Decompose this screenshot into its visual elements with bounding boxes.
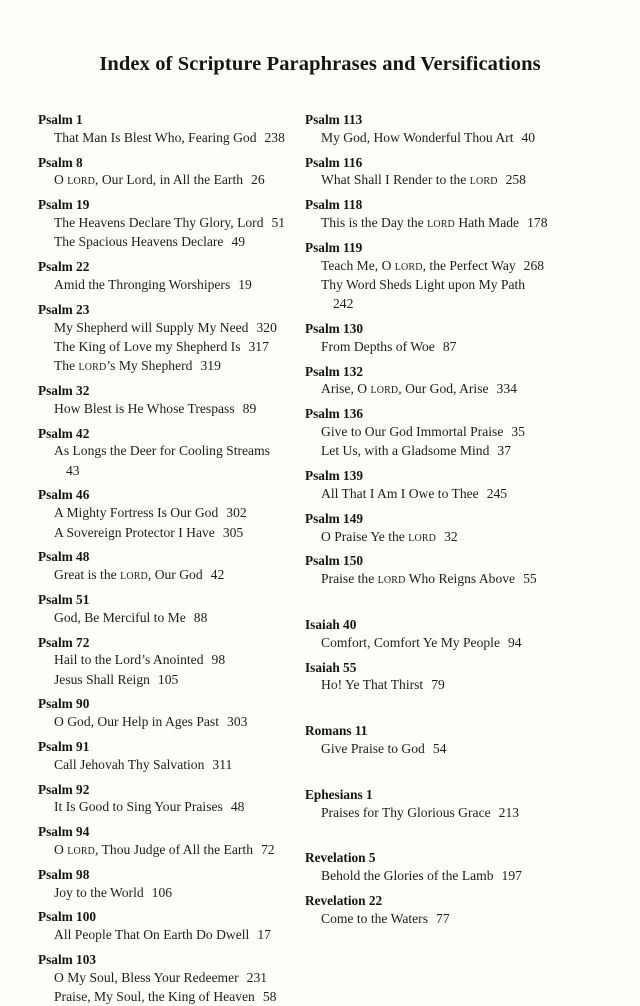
index-entry-page-number: 311: [212, 756, 233, 772]
index-group-heading: Psalm 149: [305, 510, 363, 526]
index-entry-page-number: 178: [527, 215, 548, 231]
index-entry[interactable]: [38, 128, 305, 147]
index-entry-title: Praise, My Soul, the King of Heaven: [54, 989, 255, 1005]
index-entry-title: O My Soul, Bless Your Redeemer: [54, 969, 239, 985]
page-title: Index of Scripture Paraphrases and Versifications: [99, 53, 541, 75]
index-group: [38, 147, 305, 190]
index-entry-page-number: 317: [248, 338, 269, 354]
index-group-heading: Psalm 22: [38, 259, 90, 275]
index-entry-page-number: 94: [508, 634, 522, 650]
index-entry-title: Give to Our God Immortal Praise: [321, 424, 504, 440]
index-group: [38, 902, 305, 945]
index-group: [38, 627, 305, 689]
index-group: [305, 105, 572, 148]
index-entry-page-number: 242: [333, 296, 354, 312]
index-entry[interactable]: [38, 170, 305, 189]
index-group: [305, 399, 572, 461]
index-entry-page-number: 26: [251, 172, 265, 188]
index-group: [38, 542, 305, 585]
index-group: [38, 774, 305, 817]
divine-name-smallcaps: lord: [370, 381, 399, 397]
index-entry-page-number: 238: [264, 129, 285, 145]
index-entry-title: That Man Is Blest Who, Fearing God: [54, 129, 257, 145]
index-entry-page-number: 98: [211, 652, 226, 668]
index-entry-page-number: 320: [256, 319, 277, 335]
index-entry[interactable]: [305, 675, 572, 694]
index-entry[interactable]: [305, 569, 572, 588]
index-group: [305, 461, 572, 504]
index-group-heading: Psalm 42: [38, 425, 90, 441]
index-entry[interactable]: [38, 318, 305, 337]
index-group: [305, 609, 572, 652]
index-entry-page-number: 55: [523, 571, 537, 587]
index-entry-title: The King of Love my Shepherd Is: [54, 338, 241, 354]
index-entry[interactable]: [38, 565, 305, 584]
divine-name-smallcaps: lord: [120, 567, 148, 583]
index-group-heading: Psalm 113: [305, 112, 363, 128]
index-group-heading: Revelation 22: [305, 892, 383, 908]
index-entry-title: God, Be Merciful to Me: [54, 609, 186, 625]
index-entry[interactable]: [38, 399, 305, 418]
index-entry[interactable]: [38, 608, 305, 627]
index-entry-page-number: 89: [242, 400, 257, 416]
index-entry-title: Come to the Waters: [321, 910, 429, 926]
index-entry[interactable]: [38, 797, 305, 816]
index-entry-title: A Sovereign Protector I Have: [54, 524, 215, 540]
index-entry[interactable]: [305, 213, 572, 232]
index-group-heading: Isaiah 40: [305, 616, 357, 632]
index-entry-page-number: 302: [226, 505, 247, 521]
index-entry[interactable]: [38, 356, 305, 375]
index-entry[interactable]: [305, 379, 572, 398]
index-entry[interactable]: [305, 275, 572, 314]
index-entry-title: Praises for Thy Glorious Grace: [321, 804, 491, 820]
index-entry-page-number: 319: [200, 358, 221, 374]
index-entry[interactable]: [38, 232, 305, 251]
index-group-heading: Psalm 92: [38, 781, 90, 797]
index-entry-title: Comfort, Comfort Ye My People: [321, 634, 500, 650]
index-entry-title: My Shepherd will Supply My Need: [54, 319, 249, 335]
index-group-heading: Psalm 136: [305, 406, 363, 422]
index-group-heading: Psalm 91: [38, 739, 90, 754]
index-entry-page-number: 49: [231, 234, 246, 250]
index-group: [305, 885, 572, 928]
index-group: [38, 732, 305, 775]
index-group: [38, 418, 305, 480]
index-group: [305, 843, 572, 886]
index-group-heading: Psalm 46: [38, 487, 90, 503]
index-group: [305, 546, 572, 589]
index-group: [305, 779, 572, 822]
divine-name-smallcaps: lord: [408, 528, 437, 544]
index-entry[interactable]: [38, 840, 305, 859]
index-entry-page-number: 303: [227, 714, 248, 730]
index-entry-title: Hail to the Lord’s Anointed: [54, 652, 204, 668]
index-group-heading: Psalm 48: [38, 549, 90, 565]
index-entry[interactable]: [305, 128, 572, 147]
index-entry[interactable]: [38, 987, 305, 1006]
index-entry-title: What Shall I Render to the lord: [321, 172, 498, 188]
index-group: [38, 105, 305, 148]
index-entry-page-number: 58: [262, 989, 277, 1005]
index-entry[interactable]: [305, 337, 572, 356]
index-group: [38, 689, 305, 732]
index-entry-page-number: 35: [511, 424, 525, 440]
index-group-heading: Psalm 8: [38, 154, 83, 170]
index-entry-title: The Spacious Heavens Declare: [54, 234, 224, 250]
index-group: [305, 503, 572, 546]
index-group: [38, 944, 305, 1006]
index-entry-page-number: 87: [442, 338, 457, 354]
index-entry-title: Ho! Ye That Thirst: [321, 677, 424, 693]
index-entry[interactable]: [38, 650, 305, 669]
index-entry-title: O lord, Our Lord, in All the Earth: [54, 172, 244, 188]
index-group: [305, 652, 572, 695]
divine-name-smallcaps: lord: [67, 841, 96, 857]
index-group-heading: Isaiah 55: [305, 659, 357, 675]
index-entry[interactable]: [38, 968, 305, 987]
index-entry-title: Joy to the World: [54, 884, 144, 900]
index-group-heading: Psalm 90: [38, 696, 90, 712]
index-group: [38, 375, 305, 418]
index-entry-page-number: 213: [498, 804, 520, 820]
index-entry[interactable]: [305, 866, 572, 885]
index-columns: [0, 77, 640, 1006]
index-entry[interactable]: [38, 712, 305, 731]
index-entry-page-number: 17: [257, 927, 271, 943]
index-entry-page-number: 105: [157, 671, 179, 687]
divine-name-smallcaps: lord: [78, 358, 107, 374]
index-group-heading: Psalm 132: [305, 363, 363, 379]
index-entry[interactable]: [38, 755, 305, 774]
index-entry-title: O lord, Thou Judge of All the Earth: [54, 841, 253, 857]
index-entry-title: Arise, O lord, Our God, Arise: [321, 381, 489, 397]
index-entry-title: Amid the Thronging Worshipers: [54, 276, 231, 292]
index-group-heading: Psalm 94: [38, 824, 90, 840]
index-entry-title: The lord’s My Shepherd: [54, 358, 193, 374]
index-group-heading: Psalm 51: [38, 591, 90, 607]
index-group-heading: Psalm 23: [38, 301, 90, 317]
index-entry-title: Thy Word Sheds Light upon My Path: [321, 276, 526, 292]
index-entry-title: Give Praise to God: [321, 740, 425, 756]
index-group: [38, 480, 305, 542]
index-entry-page-number: 334: [496, 381, 517, 397]
index-entry-title: All That I Am I Owe to Thee: [321, 485, 479, 501]
divine-name-smallcaps: lord: [394, 257, 423, 273]
index-entry[interactable]: [38, 503, 305, 522]
index-entry-page-number: 245: [486, 485, 508, 501]
index-entry-title: Great is the lord, Our God: [54, 567, 203, 583]
index-group-heading: Romans 11: [305, 723, 368, 739]
index-entry-page-number: 268: [523, 257, 545, 273]
index-entry[interactable]: [305, 441, 572, 460]
index-entry-title: This is the Day the lord Hath Made: [321, 215, 520, 231]
index-group-heading: Psalm 100: [38, 909, 96, 925]
index-group: [38, 252, 305, 295]
divine-name-smallcaps: lord: [427, 215, 455, 231]
index-group-heading: Psalm 116: [305, 154, 363, 170]
index-entry-title: My God, How Wonderful Thou Art: [321, 129, 514, 145]
index-group-heading: Psalm 130: [305, 321, 363, 337]
index-entry[interactable]: [305, 633, 572, 652]
index-entry-page-number: 40: [521, 129, 536, 145]
index-entry-title: As Longs the Deer for Cooling Streams: [54, 443, 270, 459]
index-entry-page-number: 231: [246, 969, 268, 985]
index-entry-title: From Depths of Woe: [321, 338, 435, 354]
index-entry[interactable]: [38, 883, 305, 902]
index-entry[interactable]: [38, 670, 305, 689]
index-entry-page-number: 37: [497, 443, 511, 459]
divine-name-smallcaps: lord: [469, 172, 498, 188]
index-entry[interactable]: [38, 925, 305, 944]
index-entry[interactable]: [38, 523, 305, 542]
index-entry-title: All People That On Earth Do Dwell: [54, 927, 250, 943]
index-column-right: [305, 105, 572, 928]
index-group-heading: Revelation 5: [305, 850, 376, 866]
index-entry-page-number: 72: [261, 841, 275, 857]
index-entry[interactable]: [305, 909, 572, 928]
index-entry-title: Let Us, with a Gladsome Mind: [321, 443, 490, 459]
index-entry-title: How Blest is He Whose Trespass: [54, 400, 235, 416]
index-group: [38, 584, 305, 627]
index-entry-title: Call Jehovah Thy Salvation: [54, 756, 205, 772]
index-entry[interactable]: [38, 337, 305, 356]
index-entry-page-number: 305: [222, 524, 244, 540]
index-entry-page-number: 42: [210, 567, 225, 583]
index-group: [305, 232, 572, 313]
index-entry[interactable]: [305, 422, 572, 441]
index-group-heading: Psalm 150: [305, 553, 363, 569]
index-group: [38, 859, 305, 902]
index-entry-page-number: 51: [271, 215, 286, 231]
index-group: [305, 716, 572, 759]
index-entry[interactable]: [305, 256, 572, 275]
index-entry[interactable]: [305, 527, 572, 546]
index-entry[interactable]: [38, 441, 305, 480]
index-group: [305, 356, 572, 399]
index-group-heading: Ephesians 1: [305, 786, 373, 802]
index-group-heading: Psalm 19: [38, 197, 90, 213]
index-group: [305, 147, 572, 190]
index-group: [38, 817, 305, 860]
index-entry-title: O Praise Ye the lord: [321, 528, 437, 544]
index-entry-page-number: 54: [432, 740, 447, 756]
index-entry-title: O God, Our Help in Ages Past: [54, 714, 220, 730]
index-group-heading: Psalm 98: [38, 866, 90, 882]
index-column-left: [38, 105, 305, 1006]
index-group-heading: Psalm 139: [305, 468, 363, 484]
index-entry[interactable]: [305, 170, 572, 189]
index-entry-title: A Mighty Fortress Is Our God: [54, 505, 219, 521]
index-entry-page-number: 32: [444, 528, 458, 544]
index-entry[interactable]: [305, 803, 572, 822]
index-entry-page-number: 197: [501, 868, 522, 884]
index-group-heading: Psalm 32: [38, 382, 90, 398]
index-entry[interactable]: [38, 275, 305, 294]
index-group-heading: Psalm 118: [305, 197, 363, 213]
index-entry-title: Praise the lord Who Reigns Above: [321, 571, 516, 587]
index-entry-title: Behold the Glories of the Lamb: [321, 868, 494, 884]
index-entry[interactable]: [305, 484, 572, 503]
index-group-heading: Psalm 103: [38, 951, 96, 967]
index-entry-page-number: 48: [230, 799, 245, 815]
index-entry-title: It Is Good to Sing Your Praises: [54, 799, 223, 815]
divine-name-smallcaps: lord: [67, 172, 96, 188]
index-group: [305, 314, 572, 357]
index-group: [305, 190, 572, 233]
index-entry-page-number: 19: [238, 276, 252, 292]
index-group-heading: Psalm 119: [305, 239, 363, 255]
divine-name-smallcaps: lord: [377, 571, 406, 587]
index-entry-page-number: 79: [431, 677, 445, 693]
index-entry-title: The Heavens Declare Thy Glory, Lord: [54, 215, 264, 231]
index-entry-title: Jesus Shall Reign: [54, 671, 150, 687]
index-entry-page-number: 258: [505, 172, 526, 188]
index-entry-page-number: 88: [193, 609, 208, 625]
index-group-heading: Psalm 72: [38, 634, 90, 650]
index-group: [38, 190, 305, 252]
index-group: [38, 294, 305, 375]
index-entry-page-number: 106: [151, 884, 173, 900]
index-entry-page-number: 77: [436, 910, 450, 926]
index-group-heading: Psalm 1: [38, 112, 83, 128]
index-entry[interactable]: [305, 739, 572, 758]
index-entry-page-number: 43: [66, 462, 80, 478]
index-entry[interactable]: [38, 213, 305, 232]
index-entry-title: Teach Me, O lord, the Perfect Way: [321, 257, 516, 273]
